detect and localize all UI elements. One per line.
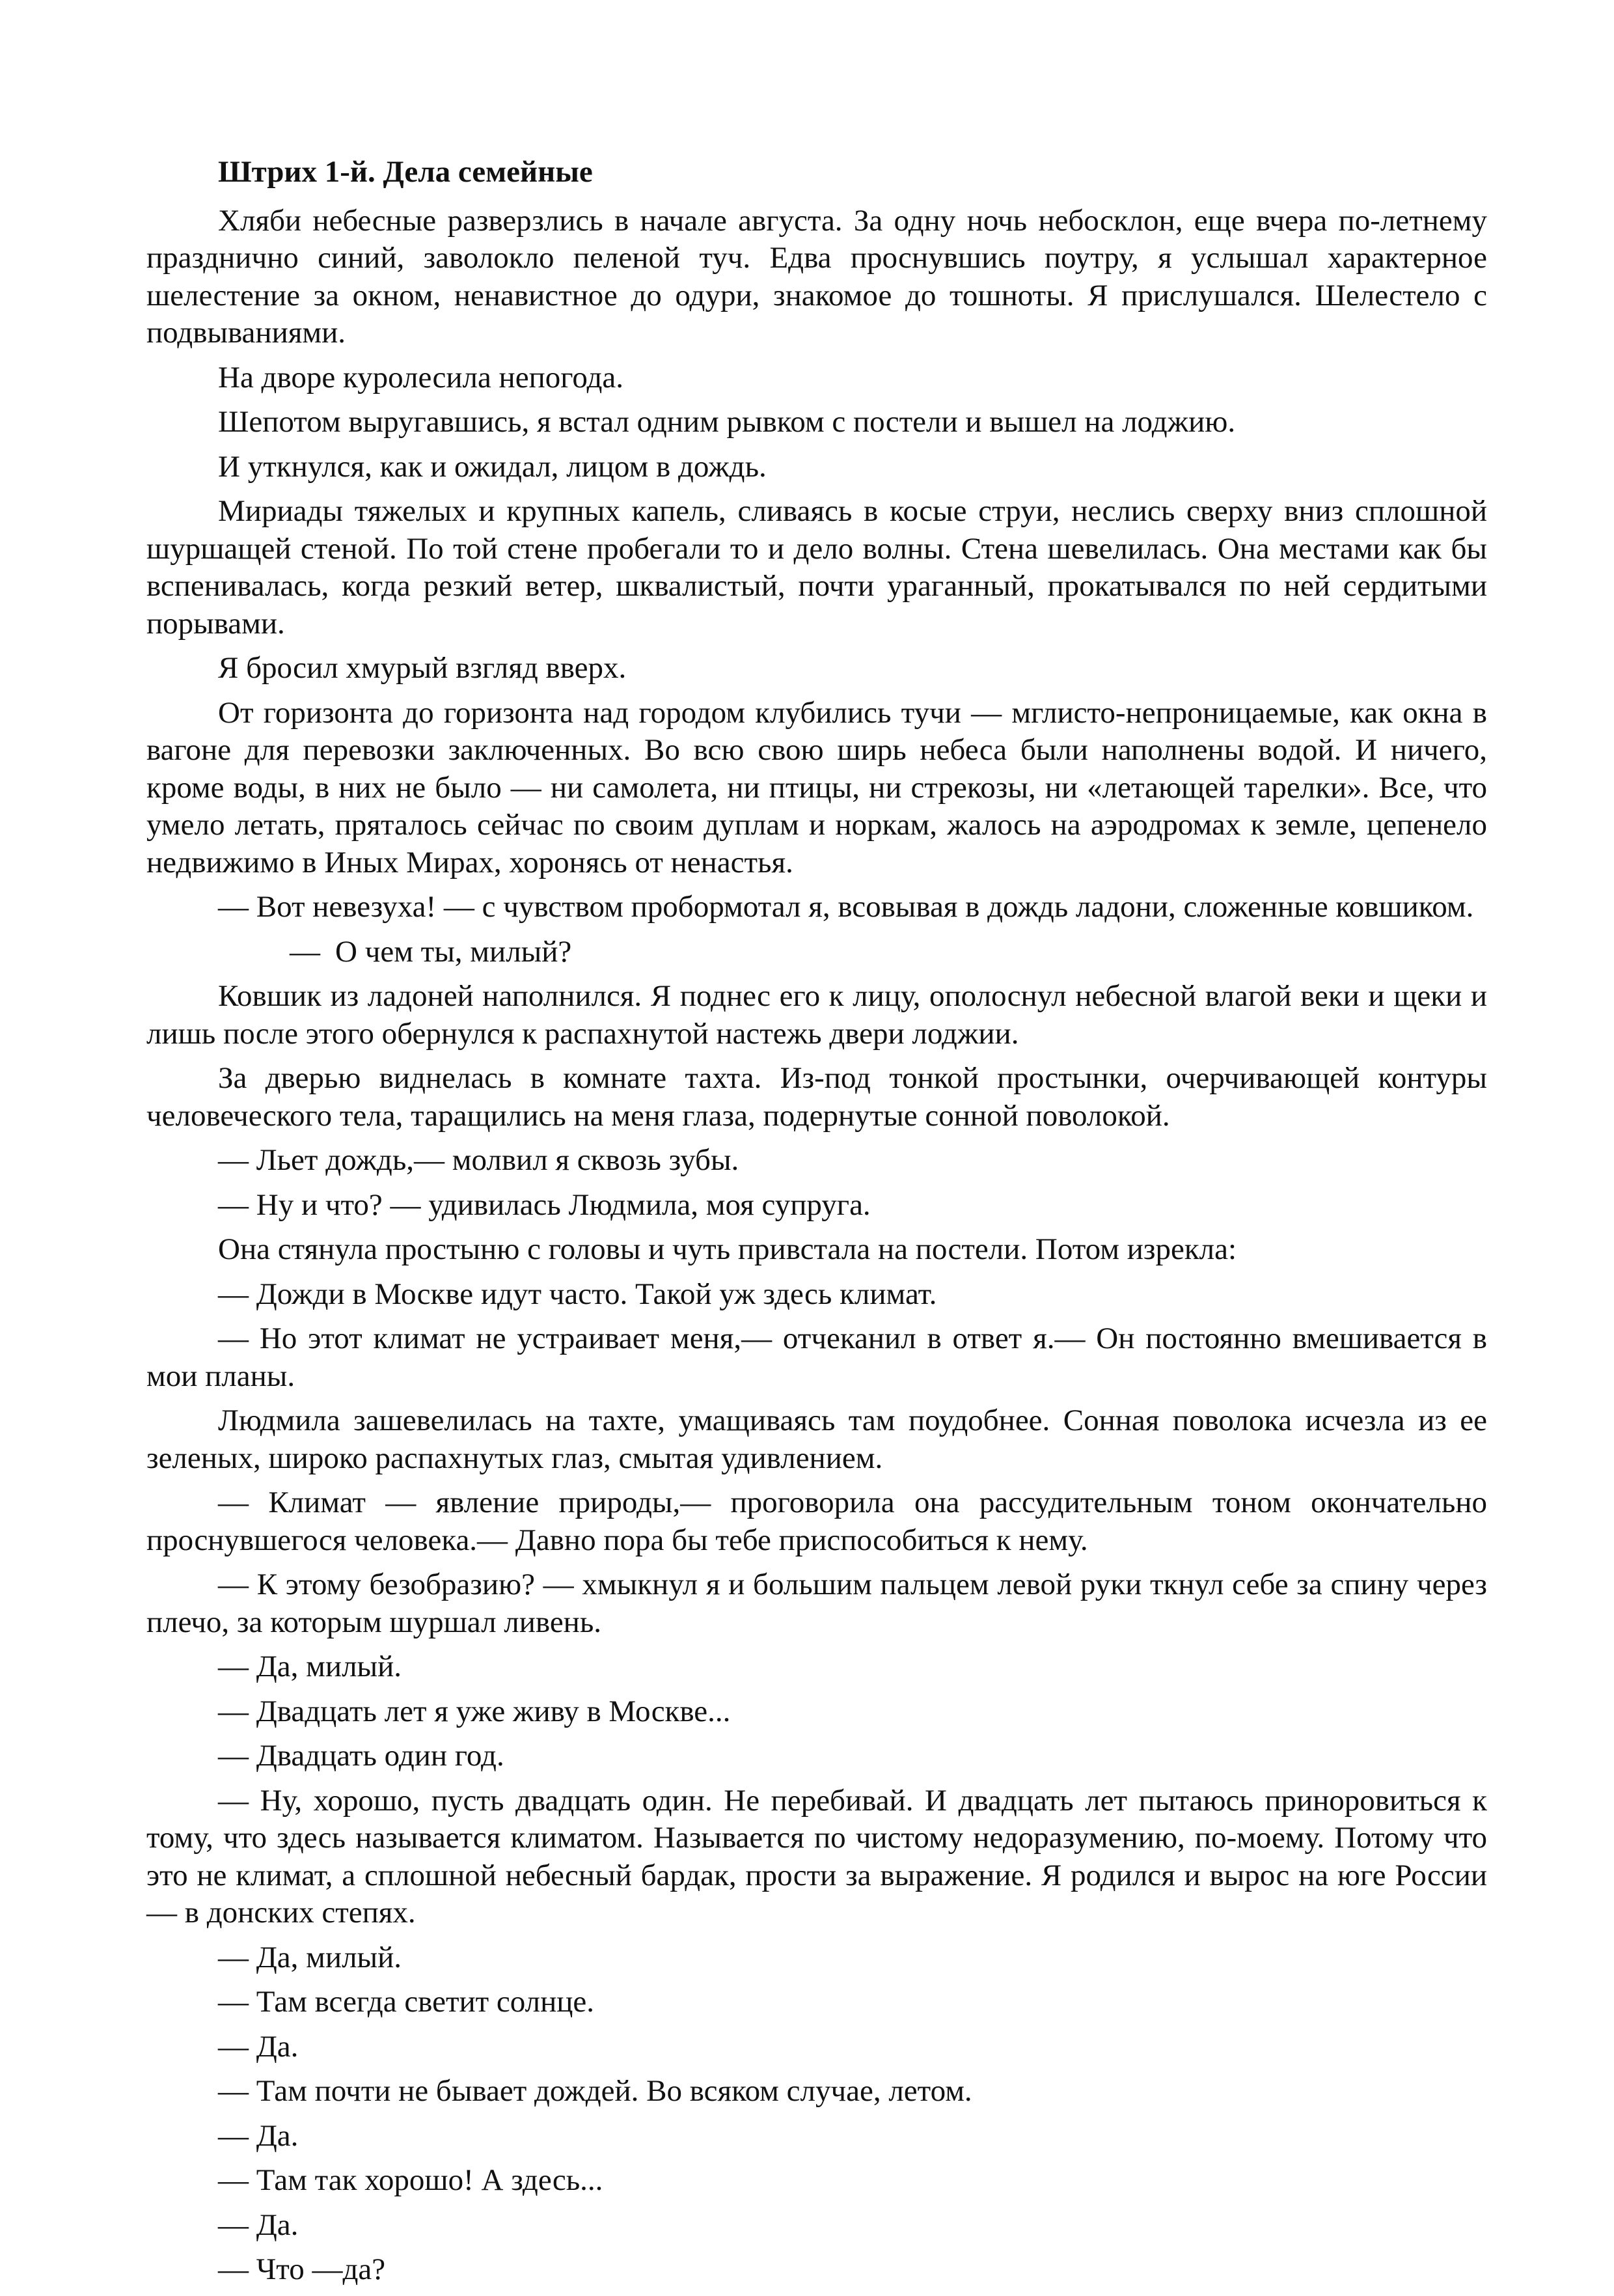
dialogue-line: — Ну и что? — удивилась Людмила, моя супруга.: [218, 1187, 871, 1222]
paragraph: Ковшик из ладоней наполнился. Я поднес его к лицу, ополоснул небесной влагой веки и щеки и лишь после этого обернулся к распахнутой настежь двери лоджии.: [146, 979, 1487, 1051]
chapter-heading: Штрих 1-й. Дела семейные: [218, 155, 593, 189]
paragraph: На дворе куролесила непогода.: [218, 360, 624, 394]
document-body: [146, 154, 1487, 2296]
dialogue-line: — Да.: [218, 2118, 299, 2153]
paragraph: Она стянула простыню с головы и чуть привстала на постели. Потом изрекла:: [218, 1232, 1237, 1266]
paragraph: От горизонта до горизонта над городом клубились тучи — мглисто-непроницаемые, как окна в вагоне для перевозки заключенных. Во всю свою ширь небеса были наполнены водой. И ничего, кроме воды, в них не было — ни самолета, ни птицы, ни стрекозы, ни «летающей тарелки». Все, что умело летать, пряталось сейчас по своим дуплам и норкам, жалось на аэродромах к земле, цепенело недвижимо в Иных Мирах, хоронясь от ненастья.: [146, 695, 1487, 879]
dialogue-line: — Да, милый.: [218, 1940, 402, 1974]
paragraph: Мириады тяжелых и крупных капель, сливаясь в косые струи, неслись сверху вниз сплошной шуршащей стеной. По той стене пробегали то и дело волны. Стена шевелилась. Она местами как бы вспенивалась, когда резкий ветер, шквалистый, почти ураганный, прокатывался по ней сердитыми порывами.: [146, 494, 1487, 641]
dialogue-line: — Но этот климат не устраивает меня,— отчеканил в ответ я.— Он постоянно вмешивается в мои планы.: [146, 1321, 1487, 1393]
dialogue-line: — Там так хорошо! А здесь...: [218, 2163, 603, 2197]
dialogue-line: — Двадцать один год.: [218, 1739, 504, 1773]
dialogue-line: — Двадцать лет я уже живу в Москве...: [218, 1694, 731, 1728]
paragraph: Шепотом выругавшись, я встал одним рывком с постели и вышел на лоджию.: [218, 405, 1236, 439]
dialogue-line: — К этому безобразию? — хмыкнул я и большим пальцем левой руки ткнул себе за спину через плечо, за которым шуршал ливень.: [146, 1568, 1487, 1639]
paragraph: Я бросил хмурый взгляд вверх.: [218, 651, 627, 685]
dialogue-line: — Да.: [218, 2029, 299, 2064]
dialogue-line: — Климат — явление природы,— проговорила она рассудительным тоном окончательно проснувшегося человека.— Давно пора бы тебе приспособиться к нему.: [146, 1486, 1487, 1557]
paragraph: — Вот невезуха! — с чувством пробормотал я, всовывая в дождь ладони, сложенные ковшиком.: [218, 890, 1474, 924]
dialogue-line: — Да.: [218, 2207, 299, 2242]
paragraph: За дверью виднелась в комнате тахта. Из-под тонкой простынки, очерчивающей контуры человеческого тела, таращились на меня глаза, подернутые сонной поволокой.: [146, 1061, 1487, 1133]
dialogue-line: — Что —да?: [218, 2252, 386, 2286]
dialogue-line: — Там всегда светит солнце.: [218, 1985, 595, 2019]
paragraph: И уткнулся, как и ожидал, лицом в дождь.: [218, 449, 767, 484]
paragraph: Людмила зашевелилась на тахте, умащиваясь там поудобнее. Сонная поволока исчезла из ее зеленых, широко распахнутых глаз, смытая удивлением.: [146, 1404, 1487, 1475]
dialogue-line-tabbed: [146, 934, 1487, 971]
dialogue-line: — Льет дождь,— молвил я сквозь зубы.: [218, 1143, 739, 1177]
dialogue-line: — Там почти не бывает дождей. Во всяком случае, летом.: [218, 2074, 972, 2108]
dialogue-line: — Дожди в Москве идут часто. Такой уж здесь климат.: [218, 1277, 937, 1311]
paragraph: Хляби небесные разверзлись в начале августа. За одну ночь небосклон, еще вчера по-летнему празднично синий, заволокло пеленой туч. Едва проснувшись поутру, я услышал характерное шелестение за окном, ненавистное до одури, знакомое до тошноты. Я прислушался. Шелестело с подвываниями.: [146, 203, 1487, 350]
dialogue-text: О чем ты, милый?: [335, 934, 572, 969]
dialogue-line: — Ну, хорошо, пусть двадцать один. Не перебивай. И двадцать лет пытаюсь приноровиться к тому, что здесь называется климатом. Называется по чистому недоразумению, по-моему. Потому что это не климат, а сплошной небесный бардак, прости за выражение. Я родился и вырос на юге России — в донских степях.: [146, 1783, 1487, 1929]
dialogue-dash: —: [290, 934, 320, 969]
dialogue-line: — Да, милый.: [218, 1650, 402, 1683]
